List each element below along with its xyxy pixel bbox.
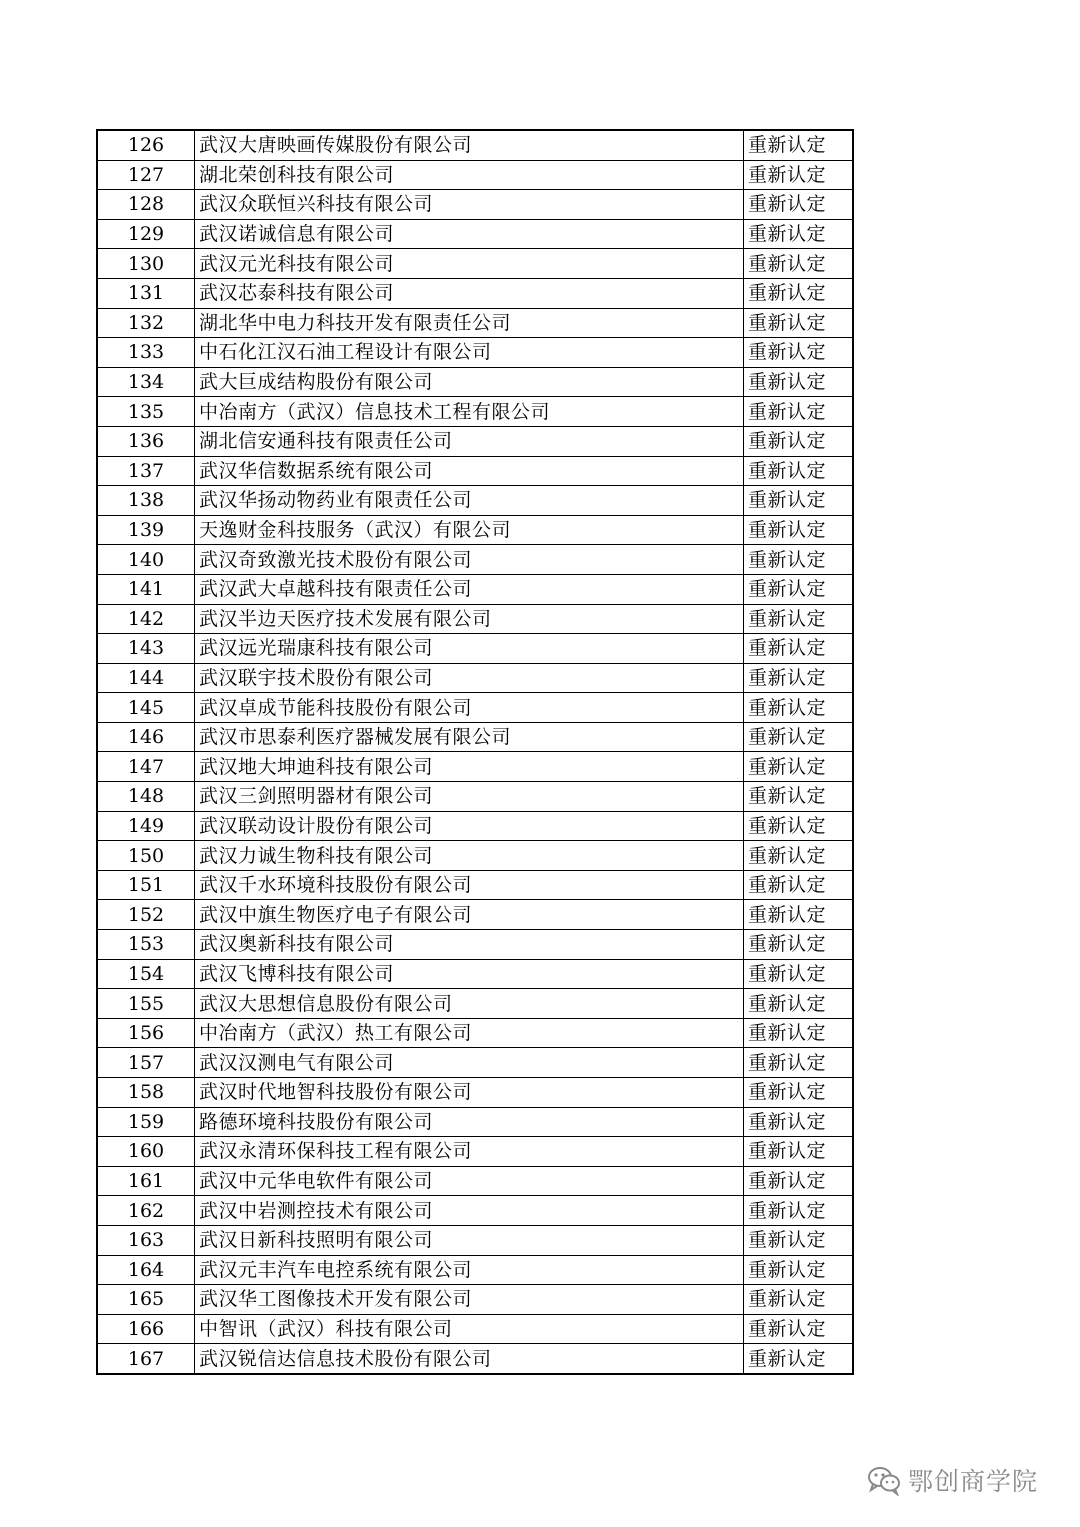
status-cell: 重新认定 (744, 1048, 854, 1078)
status-cell: 重新认定 (744, 190, 854, 220)
table-row (97, 1225, 853, 1255)
table-row (97, 249, 853, 279)
table-row (97, 634, 853, 664)
status-cell: 重新认定 (744, 959, 854, 989)
table-row (97, 486, 853, 516)
company-name: 武汉卓成节能科技股份有限公司 (195, 693, 744, 723)
table-row (97, 456, 853, 486)
table-row (97, 367, 853, 397)
status-cell: 重新认定 (744, 545, 854, 575)
status-cell: 重新认定 (744, 811, 854, 841)
status-cell: 重新认定 (744, 1225, 854, 1255)
row-number: 165 (97, 1285, 195, 1315)
row-number: 161 (97, 1166, 195, 1196)
table-row (97, 1255, 853, 1285)
company-name: 武汉元丰汽车电控系统有限公司 (195, 1255, 744, 1285)
table-row (97, 1344, 853, 1374)
table-row (97, 870, 853, 900)
table-row (97, 1196, 853, 1226)
table-row (97, 219, 853, 249)
company-name: 湖北华中电力科技开发有限责任公司 (195, 308, 744, 338)
row-number: 136 (97, 426, 195, 456)
company-name: 武汉中元华电软件有限公司 (195, 1166, 744, 1196)
company-name: 武汉众联恒兴科技有限公司 (195, 190, 744, 220)
status-cell: 重新认定 (744, 900, 854, 930)
row-number: 126 (97, 130, 195, 160)
company-name: 天逸财金科技服务（武汉）有限公司 (195, 515, 744, 545)
row-number: 152 (97, 900, 195, 930)
table-row (97, 752, 853, 782)
row-number: 135 (97, 397, 195, 427)
watermark-text: 鄂创商学院 (908, 1467, 1039, 1496)
company-name: 武汉市思泰利医疗器械发展有限公司 (195, 722, 744, 752)
company-name: 武汉大思想信息股份有限公司 (195, 989, 744, 1019)
status-cell: 重新认定 (744, 574, 854, 604)
row-number: 128 (97, 190, 195, 220)
row-number: 142 (97, 604, 195, 634)
status-cell: 重新认定 (744, 1166, 854, 1196)
table-row (97, 308, 853, 338)
row-number: 130 (97, 249, 195, 279)
status-cell: 重新认定 (744, 1196, 854, 1226)
table-row (97, 1018, 853, 1048)
row-number: 160 (97, 1137, 195, 1167)
company-name: 中智讯（武汉）科技有限公司 (195, 1314, 744, 1344)
status-cell: 重新认定 (744, 426, 854, 456)
row-number: 154 (97, 959, 195, 989)
company-name: 武汉飞博科技有限公司 (195, 959, 744, 989)
row-number: 129 (97, 219, 195, 249)
company-name: 武汉华扬动物药业有限责任公司 (195, 486, 744, 516)
company-name: 武汉诺诚信息有限公司 (195, 219, 744, 249)
table-row (97, 811, 853, 841)
row-number: 134 (97, 367, 195, 397)
status-cell: 重新认定 (744, 486, 854, 516)
table-row (97, 604, 853, 634)
status-cell: 重新认定 (744, 1137, 854, 1167)
company-name: 武汉时代地智科技股份有限公司 (195, 1078, 744, 1108)
company-name: 武汉元光科技有限公司 (195, 249, 744, 279)
status-cell: 重新认定 (744, 219, 854, 249)
table-row (97, 900, 853, 930)
row-number: 143 (97, 634, 195, 664)
company-name: 武汉奥新科技有限公司 (195, 930, 744, 960)
status-cell: 重新认定 (744, 1078, 854, 1108)
status-cell: 重新认定 (744, 1255, 854, 1285)
row-number: 150 (97, 841, 195, 871)
table-row (97, 722, 853, 752)
row-number: 139 (97, 515, 195, 545)
company-name: 中冶南方（武汉）信息技术工程有限公司 (195, 397, 744, 427)
status-cell: 重新认定 (744, 367, 854, 397)
status-cell: 重新认定 (744, 130, 854, 160)
row-number: 148 (97, 782, 195, 812)
table-row (97, 693, 853, 723)
company-name: 武汉日新科技照明有限公司 (195, 1225, 744, 1255)
row-number: 147 (97, 752, 195, 782)
table-row (97, 574, 853, 604)
watermark (866, 1460, 1038, 1500)
status-cell: 重新认定 (744, 515, 854, 545)
wechat-icon (866, 1464, 902, 1496)
row-number: 167 (97, 1344, 195, 1374)
row-number: 163 (97, 1225, 195, 1255)
status-cell: 重新认定 (744, 841, 854, 871)
company-name: 中冶南方（武汉）热工有限公司 (195, 1018, 744, 1048)
status-cell: 重新认定 (744, 870, 854, 900)
row-number: 132 (97, 308, 195, 338)
status-cell: 重新认定 (744, 397, 854, 427)
company-name: 武汉芯泰科技有限公司 (195, 278, 744, 308)
status-cell: 重新认定 (744, 782, 854, 812)
status-cell: 重新认定 (744, 604, 854, 634)
status-cell: 重新认定 (744, 338, 854, 368)
company-name: 路德环境科技股份有限公司 (195, 1107, 744, 1137)
row-number: 162 (97, 1196, 195, 1226)
company-name: 武大巨成结构股份有限公司 (195, 367, 744, 397)
row-number: 133 (97, 338, 195, 368)
table-row (97, 338, 853, 368)
table-row (97, 1078, 853, 1108)
company-name: 武汉华信数据系统有限公司 (195, 456, 744, 486)
company-name: 武汉地大坤迪科技有限公司 (195, 752, 744, 782)
status-cell: 重新认定 (744, 930, 854, 960)
company-table-body (97, 130, 853, 1374)
table-row (97, 130, 853, 160)
table-row (97, 160, 853, 190)
status-cell: 重新认定 (744, 308, 854, 338)
table-row (97, 397, 853, 427)
status-cell: 重新认定 (744, 249, 854, 279)
status-cell: 重新认定 (744, 989, 854, 1019)
row-number: 164 (97, 1255, 195, 1285)
company-name: 湖北信安通科技有限责任公司 (195, 426, 744, 456)
company-name: 武汉千水环境科技股份有限公司 (195, 870, 744, 900)
table-row (97, 545, 853, 575)
row-number: 144 (97, 663, 195, 693)
row-number: 153 (97, 930, 195, 960)
status-cell: 重新认定 (744, 1018, 854, 1048)
table-row (97, 190, 853, 220)
company-name: 武汉力诚生物科技有限公司 (195, 841, 744, 871)
row-number: 131 (97, 278, 195, 308)
company-name: 湖北荣创科技有限公司 (195, 160, 744, 190)
table-row (97, 782, 853, 812)
row-number: 156 (97, 1018, 195, 1048)
company-name: 武汉武大卓越科技有限责任公司 (195, 574, 744, 604)
row-number: 137 (97, 456, 195, 486)
status-cell: 重新认定 (744, 663, 854, 693)
company-name: 武汉锐信达信息技术股份有限公司 (195, 1344, 744, 1374)
table-row (97, 930, 853, 960)
company-name: 武汉联宇技术股份有限公司 (195, 663, 744, 693)
row-number: 158 (97, 1078, 195, 1108)
company-table (96, 129, 854, 1375)
table-row (97, 959, 853, 989)
company-name: 武汉半边天医疗技术发展有限公司 (195, 604, 744, 634)
row-number: 159 (97, 1107, 195, 1137)
row-number: 151 (97, 870, 195, 900)
company-name: 武汉永清环保科技工程有限公司 (195, 1137, 744, 1167)
company-name: 武汉中旗生物医疗电子有限公司 (195, 900, 744, 930)
table-row (97, 278, 853, 308)
company-name: 武汉华工图像技术开发有限公司 (195, 1285, 744, 1315)
status-cell: 重新认定 (744, 456, 854, 486)
table-row (97, 1285, 853, 1315)
status-cell: 重新认定 (744, 1344, 854, 1374)
status-cell: 重新认定 (744, 160, 854, 190)
table-row (97, 663, 853, 693)
company-name: 武汉远光瑞康科技有限公司 (195, 634, 744, 664)
company-name: 武汉三剑照明器材有限公司 (195, 782, 744, 812)
table-row (97, 841, 853, 871)
company-name: 中石化江汉石油工程设计有限公司 (195, 338, 744, 368)
row-number: 149 (97, 811, 195, 841)
table-row (97, 1137, 853, 1167)
row-number: 157 (97, 1048, 195, 1078)
status-cell: 重新认定 (744, 1107, 854, 1137)
row-number: 140 (97, 545, 195, 575)
row-number: 138 (97, 486, 195, 516)
company-name: 武汉奇致激光技术股份有限公司 (195, 545, 744, 575)
table-row (97, 989, 853, 1019)
status-cell: 重新认定 (744, 752, 854, 782)
table-row (97, 1314, 853, 1344)
row-number: 155 (97, 989, 195, 1019)
row-number: 166 (97, 1314, 195, 1344)
status-cell: 重新认定 (744, 278, 854, 308)
status-cell: 重新认定 (744, 1314, 854, 1344)
status-cell: 重新认定 (744, 693, 854, 723)
company-name: 武汉中岩测控技术有限公司 (195, 1196, 744, 1226)
status-cell: 重新认定 (744, 634, 854, 664)
status-cell: 重新认定 (744, 1285, 854, 1315)
company-name: 武汉大唐映画传媒股份有限公司 (195, 130, 744, 160)
table-row (97, 1048, 853, 1078)
table-row (97, 515, 853, 545)
row-number: 146 (97, 722, 195, 752)
company-name: 武汉联动设计股份有限公司 (195, 811, 744, 841)
table-row (97, 1166, 853, 1196)
company-name: 武汉汉测电气有限公司 (195, 1048, 744, 1078)
table-row (97, 426, 853, 456)
row-number: 141 (97, 574, 195, 604)
row-number: 127 (97, 160, 195, 190)
row-number: 145 (97, 693, 195, 723)
status-cell: 重新认定 (744, 722, 854, 752)
table-row (97, 1107, 853, 1137)
